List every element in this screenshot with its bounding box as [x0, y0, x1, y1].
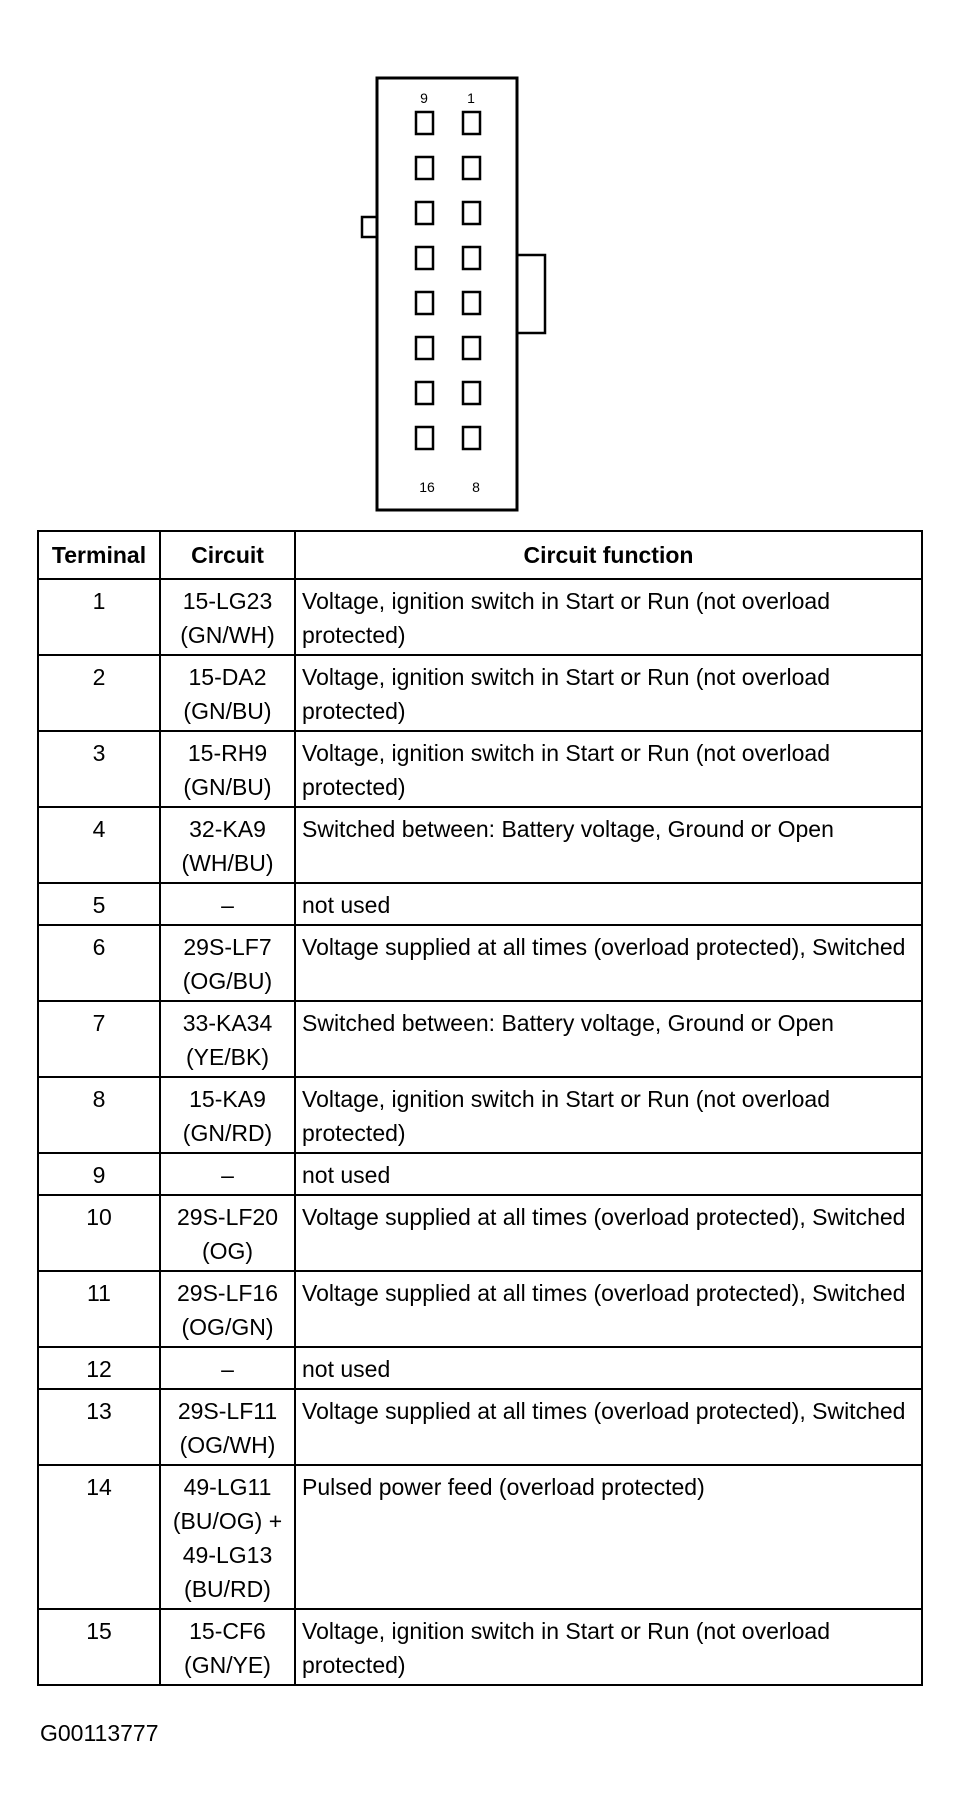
pin-cavity: [416, 292, 433, 314]
terminal-cell: 7: [38, 1001, 160, 1077]
table-row: [38, 731, 922, 807]
circuit-cell: 33-KA34 (YE/BK): [160, 1001, 295, 1077]
header-circuit: Circuit: [160, 531, 295, 579]
circuit-cell: –: [160, 883, 295, 925]
table-row: [38, 1609, 922, 1685]
circuit-cell: –: [160, 1153, 295, 1195]
terminal-cell: 5: [38, 883, 160, 925]
circuit-cell: 49-LG11 (BU/OG) + 49-LG13 (BU/RD): [160, 1465, 295, 1609]
table-header-row: [38, 531, 922, 579]
pin-cavity: [416, 427, 433, 449]
terminal-cell: 1: [38, 579, 160, 655]
circuit-cell: 15-LG23 (GN/WH): [160, 579, 295, 655]
function-cell: not used: [295, 1347, 922, 1389]
function-cell: not used: [295, 883, 922, 925]
function-cell: Voltage supplied at all times (overload protected), Switched: [295, 1389, 922, 1465]
connector-body: [377, 78, 517, 510]
table-row: [38, 1001, 922, 1077]
circuit-cell: 15-RH9 (GN/BU): [160, 731, 295, 807]
terminal-cell: 3: [38, 731, 160, 807]
function-cell: Voltage supplied at all times (overload protected), Switched: [295, 1195, 922, 1271]
pin-cavity: [416, 112, 433, 134]
table-row: [38, 655, 922, 731]
pin-cavity: [463, 112, 480, 134]
pin-cavity: [463, 382, 480, 404]
table-row: [38, 1153, 922, 1195]
circuit-cell: 15-DA2 (GN/BU): [160, 655, 295, 731]
connector-right-latch: [517, 255, 545, 333]
circuit-cell: 32-KA9 (WH/BU): [160, 807, 295, 883]
function-cell: Voltage, ignition switch in Start or Run (not overload protected): [295, 655, 922, 731]
pin-label-9: 9: [420, 90, 428, 106]
pin-cavity: [463, 337, 480, 359]
circuit-cell: 29S-LF11 (OG/WH): [160, 1389, 295, 1465]
table-row: [38, 1389, 922, 1465]
function-cell: Pulsed power feed (overload protected): [295, 1465, 922, 1609]
table-row: [38, 925, 922, 1001]
pin-label-8: 8: [472, 479, 480, 495]
table-row: [38, 1077, 922, 1153]
pin-cavity: [463, 292, 480, 314]
terminal-cell: 13: [38, 1389, 160, 1465]
pinout-table: [37, 530, 923, 1686]
terminal-cell: 2: [38, 655, 160, 731]
pin-cavity: [463, 247, 480, 269]
function-cell: not used: [295, 1153, 922, 1195]
connector-left-tab: [362, 217, 377, 237]
connector-diagram: [0, 0, 959, 520]
table-row: [38, 1195, 922, 1271]
circuit-cell: 29S-LF16 (OG/GN): [160, 1271, 295, 1347]
pin-cavity: [416, 247, 433, 269]
table-row: [38, 883, 922, 925]
pin-cavity: [416, 202, 433, 224]
function-cell: Voltage supplied at all times (overload protected), Switched: [295, 1271, 922, 1347]
table-row: [38, 1271, 922, 1347]
pin-cavity: [416, 157, 433, 179]
function-cell: Switched between: Battery voltage, Ground or Open: [295, 1001, 922, 1077]
figure-code: G00113777: [40, 1720, 159, 1746]
pin-label-16: 16: [419, 479, 435, 495]
pin-cavity: [463, 202, 480, 224]
table-row: [38, 1347, 922, 1389]
header-circuit-function: Circuit function: [295, 531, 922, 579]
function-cell: Voltage, ignition switch in Start or Run (not overload protected): [295, 1609, 922, 1685]
pin-cavity: [463, 427, 480, 449]
terminal-cell: 14: [38, 1465, 160, 1609]
pin-cavity: [416, 382, 433, 404]
pin-cavity: [416, 337, 433, 359]
table-row: [38, 807, 922, 883]
function-cell: Voltage, ignition switch in Start or Run (not overload protected): [295, 731, 922, 807]
terminal-cell: 10: [38, 1195, 160, 1271]
terminal-cell: 6: [38, 925, 160, 1001]
terminal-cell: 12: [38, 1347, 160, 1389]
function-cell: Switched between: Battery voltage, Ground or Open: [295, 807, 922, 883]
circuit-cell: –: [160, 1347, 295, 1389]
circuit-cell: 29S-LF20 (OG): [160, 1195, 295, 1271]
function-cell: Voltage, ignition switch in Start or Run (not overload protected): [295, 579, 922, 655]
terminal-cell: 11: [38, 1271, 160, 1347]
pin-cavity: [463, 157, 480, 179]
pin-label-1: 1: [467, 90, 475, 106]
header-terminal: Terminal: [38, 531, 160, 579]
function-cell: Voltage, ignition switch in Start or Run (not overload protected): [295, 1077, 922, 1153]
pin-grid: [416, 112, 480, 449]
terminal-cell: 15: [38, 1609, 160, 1685]
circuit-cell: 15-KA9 (GN/RD): [160, 1077, 295, 1153]
circuit-cell: 15-CF6 (GN/YE): [160, 1609, 295, 1685]
terminal-cell: 4: [38, 807, 160, 883]
function-cell: Voltage supplied at all times (overload protected), Switched: [295, 925, 922, 1001]
table-row: [38, 1465, 922, 1609]
terminal-cell: 9: [38, 1153, 160, 1195]
table-row: [38, 579, 922, 655]
terminal-cell: 8: [38, 1077, 160, 1153]
circuit-cell: 29S-LF7 (OG/BU): [160, 925, 295, 1001]
